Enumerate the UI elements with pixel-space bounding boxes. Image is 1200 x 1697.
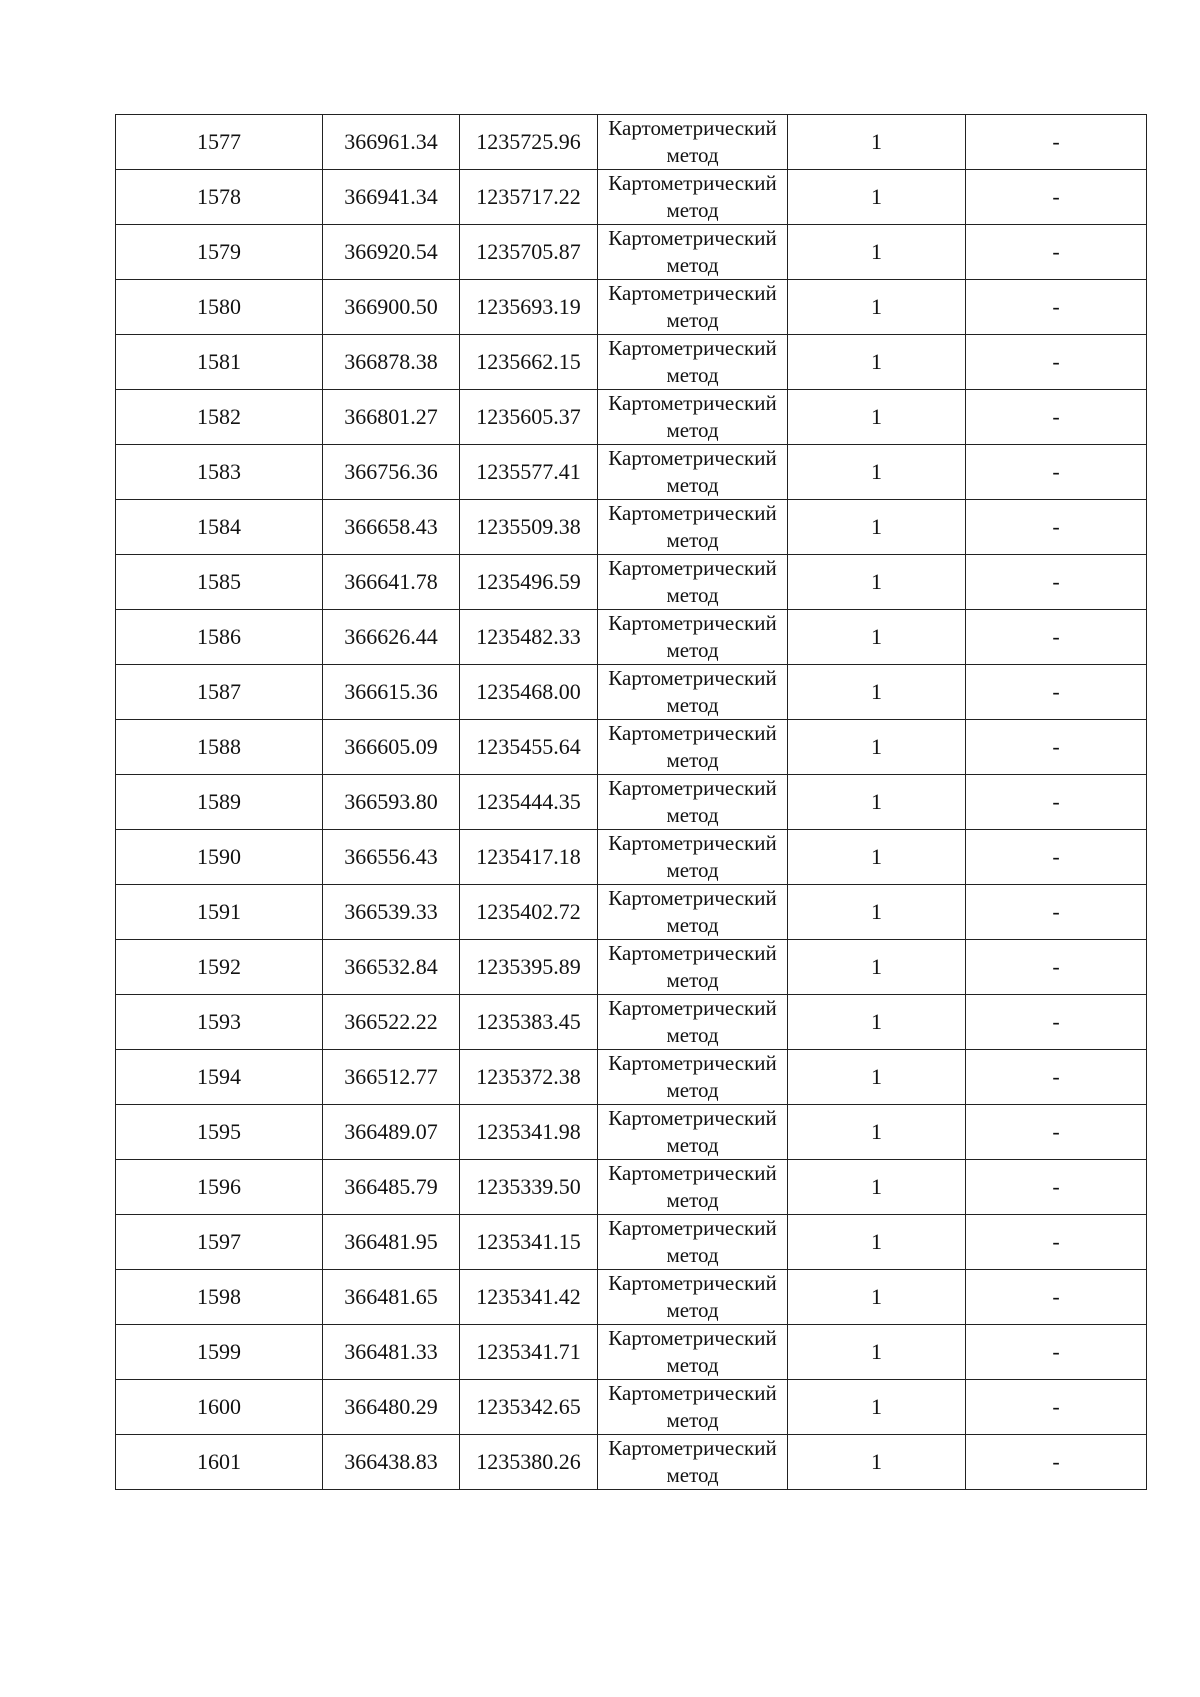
point-number-cell: 1596 <box>116 1160 323 1215</box>
table-row <box>116 830 1147 885</box>
x-coordinate-cell: 366532.84 <box>323 940 460 995</box>
note-cell: - <box>966 830 1147 885</box>
y-coordinate-cell: 1235341.71 <box>460 1325 598 1380</box>
x-coordinate-cell: 366756.36 <box>323 445 460 500</box>
point-number-cell: 1598 <box>116 1270 323 1325</box>
table-row <box>116 445 1147 500</box>
table-row <box>116 940 1147 995</box>
coordinates-table-body <box>116 115 1147 1490</box>
accuracy-cell: 1 <box>788 940 966 995</box>
note-cell: - <box>966 500 1147 555</box>
method-cell: Картометрический метод <box>598 940 788 995</box>
y-coordinate-cell: 1235717.22 <box>460 170 598 225</box>
y-coordinate-cell: 1235455.64 <box>460 720 598 775</box>
note-cell: - <box>966 885 1147 940</box>
method-cell: Картометрический метод <box>598 115 788 170</box>
x-coordinate-cell: 366961.34 <box>323 115 460 170</box>
note-cell: - <box>966 665 1147 720</box>
note-cell: - <box>966 335 1147 390</box>
accuracy-cell: 1 <box>788 885 966 940</box>
accuracy-cell: 1 <box>788 500 966 555</box>
point-number-cell: 1588 <box>116 720 323 775</box>
x-coordinate-cell: 366878.38 <box>323 335 460 390</box>
table-row <box>116 665 1147 720</box>
table-row <box>116 555 1147 610</box>
point-number-cell: 1581 <box>116 335 323 390</box>
y-coordinate-cell: 1235372.38 <box>460 1050 598 1105</box>
method-cell: Картометрический метод <box>598 1160 788 1215</box>
table-row <box>116 1215 1147 1270</box>
method-cell: Картометрический метод <box>598 610 788 665</box>
method-cell: Картометрический метод <box>598 390 788 445</box>
table-row <box>116 1380 1147 1435</box>
y-coordinate-cell: 1235383.45 <box>460 995 598 1050</box>
method-cell: Картометрический метод <box>598 1380 788 1435</box>
x-coordinate-cell: 366920.54 <box>323 225 460 280</box>
note-cell: - <box>966 720 1147 775</box>
point-number-cell: 1580 <box>116 280 323 335</box>
accuracy-cell: 1 <box>788 1325 966 1380</box>
point-number-cell: 1578 <box>116 170 323 225</box>
accuracy-cell: 1 <box>788 115 966 170</box>
table-row <box>116 885 1147 940</box>
table-row <box>116 335 1147 390</box>
x-coordinate-cell: 366641.78 <box>323 555 460 610</box>
accuracy-cell: 1 <box>788 445 966 500</box>
table-row <box>116 1435 1147 1490</box>
y-coordinate-cell: 1235662.15 <box>460 335 598 390</box>
point-number-cell: 1597 <box>116 1215 323 1270</box>
table-row <box>116 280 1147 335</box>
note-cell: - <box>966 1380 1147 1435</box>
x-coordinate-cell: 366941.34 <box>323 170 460 225</box>
y-coordinate-cell: 1235380.26 <box>460 1435 598 1490</box>
point-number-cell: 1594 <box>116 1050 323 1105</box>
accuracy-cell: 1 <box>788 170 966 225</box>
method-cell: Картометрический метод <box>598 885 788 940</box>
table-row <box>116 1050 1147 1105</box>
note-cell: - <box>966 225 1147 280</box>
y-coordinate-cell: 1235605.37 <box>460 390 598 445</box>
accuracy-cell: 1 <box>788 1270 966 1325</box>
note-cell: - <box>966 1325 1147 1380</box>
y-coordinate-cell: 1235342.65 <box>460 1380 598 1435</box>
note-cell: - <box>966 1435 1147 1490</box>
point-number-cell: 1589 <box>116 775 323 830</box>
method-cell: Картометрический метод <box>598 500 788 555</box>
x-coordinate-cell: 366481.95 <box>323 1215 460 1270</box>
y-coordinate-cell: 1235482.33 <box>460 610 598 665</box>
note-cell: - <box>966 1215 1147 1270</box>
point-number-cell: 1595 <box>116 1105 323 1160</box>
method-cell: Картометрический метод <box>598 1270 788 1325</box>
point-number-cell: 1585 <box>116 555 323 610</box>
note-cell: - <box>966 115 1147 170</box>
y-coordinate-cell: 1235339.50 <box>460 1160 598 1215</box>
y-coordinate-cell: 1235395.89 <box>460 940 598 995</box>
accuracy-cell: 1 <box>788 1435 966 1490</box>
x-coordinate-cell: 366593.80 <box>323 775 460 830</box>
note-cell: - <box>966 940 1147 995</box>
point-number-cell: 1600 <box>116 1380 323 1435</box>
x-coordinate-cell: 366605.09 <box>323 720 460 775</box>
y-coordinate-cell: 1235402.72 <box>460 885 598 940</box>
note-cell: - <box>966 445 1147 500</box>
point-number-cell: 1587 <box>116 665 323 720</box>
note-cell: - <box>966 1050 1147 1105</box>
x-coordinate-cell: 366489.07 <box>323 1105 460 1160</box>
x-coordinate-cell: 366658.43 <box>323 500 460 555</box>
accuracy-cell: 1 <box>788 775 966 830</box>
y-coordinate-cell: 1235341.42 <box>460 1270 598 1325</box>
method-cell: Картометрический метод <box>598 280 788 335</box>
accuracy-cell: 1 <box>788 720 966 775</box>
note-cell: - <box>966 610 1147 665</box>
table-row <box>116 720 1147 775</box>
y-coordinate-cell: 1235341.98 <box>460 1105 598 1160</box>
table-row <box>116 1160 1147 1215</box>
point-number-cell: 1577 <box>116 115 323 170</box>
table-row <box>116 1325 1147 1380</box>
method-cell: Картометрический метод <box>598 445 788 500</box>
note-cell: - <box>966 1160 1147 1215</box>
note-cell: - <box>966 555 1147 610</box>
table-row <box>116 390 1147 445</box>
x-coordinate-cell: 366481.33 <box>323 1325 460 1380</box>
accuracy-cell: 1 <box>788 665 966 720</box>
y-coordinate-cell: 1235468.00 <box>460 665 598 720</box>
accuracy-cell: 1 <box>788 1105 966 1160</box>
y-coordinate-cell: 1235496.59 <box>460 555 598 610</box>
x-coordinate-cell: 366438.83 <box>323 1435 460 1490</box>
accuracy-cell: 1 <box>788 995 966 1050</box>
point-number-cell: 1599 <box>116 1325 323 1380</box>
table-row <box>116 170 1147 225</box>
point-number-cell: 1586 <box>116 610 323 665</box>
accuracy-cell: 1 <box>788 1380 966 1435</box>
method-cell: Картометрический метод <box>598 225 788 280</box>
method-cell: Картометрический метод <box>598 830 788 885</box>
method-cell: Картометрический метод <box>598 1050 788 1105</box>
x-coordinate-cell: 366556.43 <box>323 830 460 885</box>
y-coordinate-cell: 1235693.19 <box>460 280 598 335</box>
accuracy-cell: 1 <box>788 335 966 390</box>
note-cell: - <box>966 170 1147 225</box>
method-cell: Картометрический метод <box>598 665 788 720</box>
coordinates-table <box>115 114 1147 1490</box>
x-coordinate-cell: 366480.29 <box>323 1380 460 1435</box>
x-coordinate-cell: 366512.77 <box>323 1050 460 1105</box>
accuracy-cell: 1 <box>788 390 966 445</box>
method-cell: Картометрический метод <box>598 1105 788 1160</box>
method-cell: Картометрический метод <box>598 775 788 830</box>
table-row <box>116 115 1147 170</box>
x-coordinate-cell: 366900.50 <box>323 280 460 335</box>
method-cell: Картометрический метод <box>598 1215 788 1270</box>
y-coordinate-cell: 1235509.38 <box>460 500 598 555</box>
method-cell: Картометрический метод <box>598 335 788 390</box>
x-coordinate-cell: 366522.22 <box>323 995 460 1050</box>
method-cell: Картометрический метод <box>598 170 788 225</box>
table-row <box>116 500 1147 555</box>
table-row <box>116 610 1147 665</box>
y-coordinate-cell: 1235417.18 <box>460 830 598 885</box>
note-cell: - <box>966 1270 1147 1325</box>
note-cell: - <box>966 1105 1147 1160</box>
point-number-cell: 1591 <box>116 885 323 940</box>
point-number-cell: 1583 <box>116 445 323 500</box>
y-coordinate-cell: 1235577.41 <box>460 445 598 500</box>
note-cell: - <box>966 995 1147 1050</box>
method-cell: Картометрический метод <box>598 1325 788 1380</box>
accuracy-cell: 1 <box>788 225 966 280</box>
note-cell: - <box>966 775 1147 830</box>
point-number-cell: 1584 <box>116 500 323 555</box>
accuracy-cell: 1 <box>788 830 966 885</box>
point-number-cell: 1593 <box>116 995 323 1050</box>
point-number-cell: 1590 <box>116 830 323 885</box>
method-cell: Картометрический метод <box>598 720 788 775</box>
accuracy-cell: 1 <box>788 555 966 610</box>
x-coordinate-cell: 366485.79 <box>323 1160 460 1215</box>
note-cell: - <box>966 280 1147 335</box>
accuracy-cell: 1 <box>788 280 966 335</box>
point-number-cell: 1579 <box>116 225 323 280</box>
x-coordinate-cell: 366801.27 <box>323 390 460 445</box>
x-coordinate-cell: 366615.36 <box>323 665 460 720</box>
accuracy-cell: 1 <box>788 1160 966 1215</box>
point-number-cell: 1582 <box>116 390 323 445</box>
y-coordinate-cell: 1235341.15 <box>460 1215 598 1270</box>
accuracy-cell: 1 <box>788 1050 966 1105</box>
y-coordinate-cell: 1235444.35 <box>460 775 598 830</box>
table-row <box>116 225 1147 280</box>
method-cell: Картометрический метод <box>598 995 788 1050</box>
note-cell: - <box>966 390 1147 445</box>
y-coordinate-cell: 1235705.87 <box>460 225 598 280</box>
y-coordinate-cell: 1235725.96 <box>460 115 598 170</box>
method-cell: Картометрический метод <box>598 555 788 610</box>
table-row <box>116 1105 1147 1160</box>
method-cell: Картометрический метод <box>598 1435 788 1490</box>
accuracy-cell: 1 <box>788 1215 966 1270</box>
accuracy-cell: 1 <box>788 610 966 665</box>
table-row <box>116 775 1147 830</box>
x-coordinate-cell: 366481.65 <box>323 1270 460 1325</box>
table-row <box>116 995 1147 1050</box>
x-coordinate-cell: 366626.44 <box>323 610 460 665</box>
table-row <box>116 1270 1147 1325</box>
point-number-cell: 1601 <box>116 1435 323 1490</box>
point-number-cell: 1592 <box>116 940 323 995</box>
x-coordinate-cell: 366539.33 <box>323 885 460 940</box>
